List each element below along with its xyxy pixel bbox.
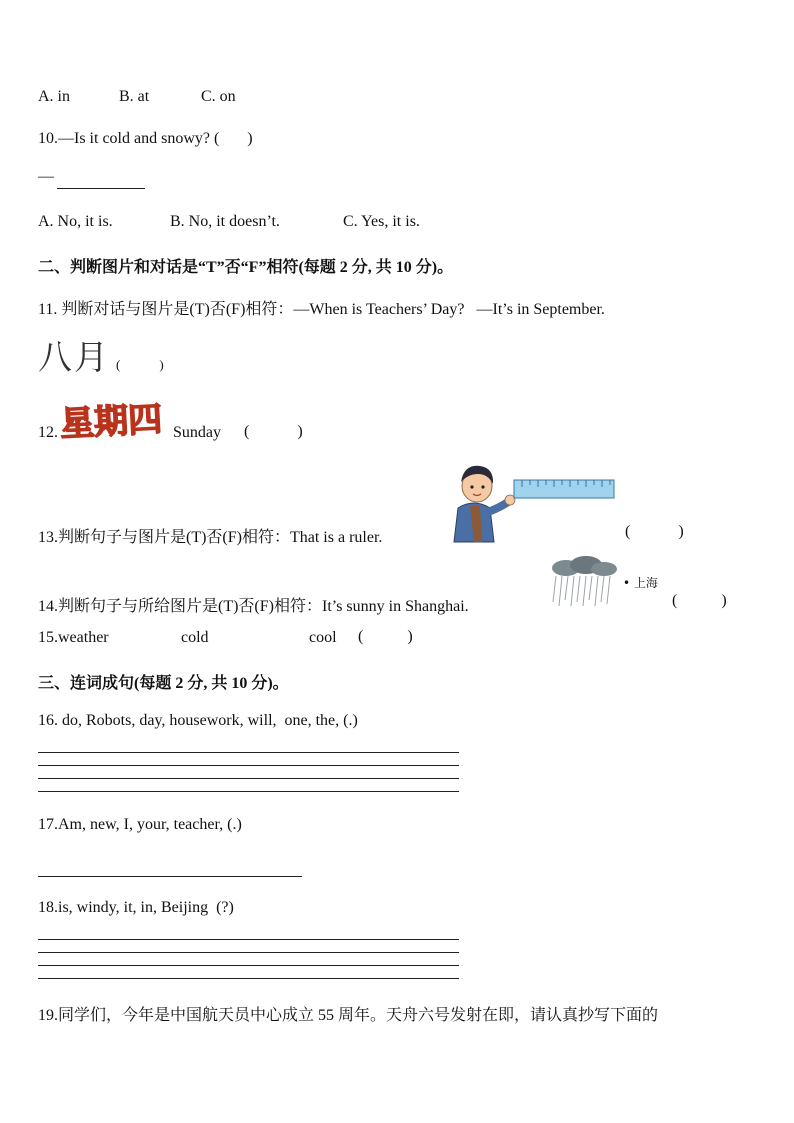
writing-line[interactable] [38,778,459,779]
writing-line[interactable] [38,791,459,792]
writing-line[interactable] [38,752,459,753]
section-title: 三、连词成句(每题 2 分, 共 10 分)。 [38,675,289,692]
city-label: • 上海 [623,576,658,590]
writing-line[interactable] [38,965,459,966]
answer-brackets[interactable]: ( ) [672,592,727,609]
answer-brackets[interactable]: ( ) [244,423,303,440]
question-14: 14.判断句子与所给图片是(T)否(F)相符：It’s sunny in Shanghai. [38,598,469,615]
question-16: 16. do, Robots, day, housework, will, one, the, (.) [38,712,358,729]
answer-brackets[interactable]: ( ) [358,628,413,645]
writing-line[interactable] [38,876,302,877]
question-number: 12. [38,424,58,441]
writing-line[interactable] [38,952,459,953]
boy-with-ruler-image [444,456,619,542]
option-b: B. No, it doesn’t. [170,213,280,230]
section-title: 二、判断图片和对话是“T”否“F”相符(每题 2 分, 共 10 分)。 [38,259,454,276]
option-b: B. at [119,88,150,105]
answer-dash: — [38,168,54,185]
option-a: A. in [38,88,70,105]
question-17: 17.Am, new, I, your, teacher, (.) [38,816,242,833]
option-c: C. Yes, it is. [343,213,420,230]
option-c: C. on [201,88,236,105]
rain-cloud-image [548,556,620,608]
writing-line[interactable] [38,978,459,979]
word-cool: cool [309,629,337,646]
word: Sunday [173,424,221,441]
weekday-image: 星期四 [59,399,164,445]
answer-brackets[interactable]: ( ) [116,357,164,372]
question-19: 19.同学们，今年是中国航天员中心成立 55 周年。天舟六号发射在即，请认真抄写下面的 [38,1007,659,1024]
question-10: 10.—Is it cold and snowy? ( ) [38,130,253,147]
writing-line[interactable] [38,765,459,766]
word-cold: cold [181,629,209,646]
answer-blank[interactable] [57,188,145,189]
question-13: 13.判断句子与图片是(T)否(F)相符：That is a ruler. [38,529,383,546]
question-18: 18.is, windy, it, in, Beijing (?) [38,899,234,916]
month-image: 八月 [38,338,110,378]
writing-line[interactable] [38,939,459,940]
word-weather: 15.weather [38,629,109,646]
question-11: 11. 判断对话与图片是(T)否(F)相符：—When is Teachers’ Day? —It’s in September. [38,301,605,318]
answer-brackets[interactable]: ( ) [625,523,684,540]
option-a: A. No, it is. [38,213,113,230]
